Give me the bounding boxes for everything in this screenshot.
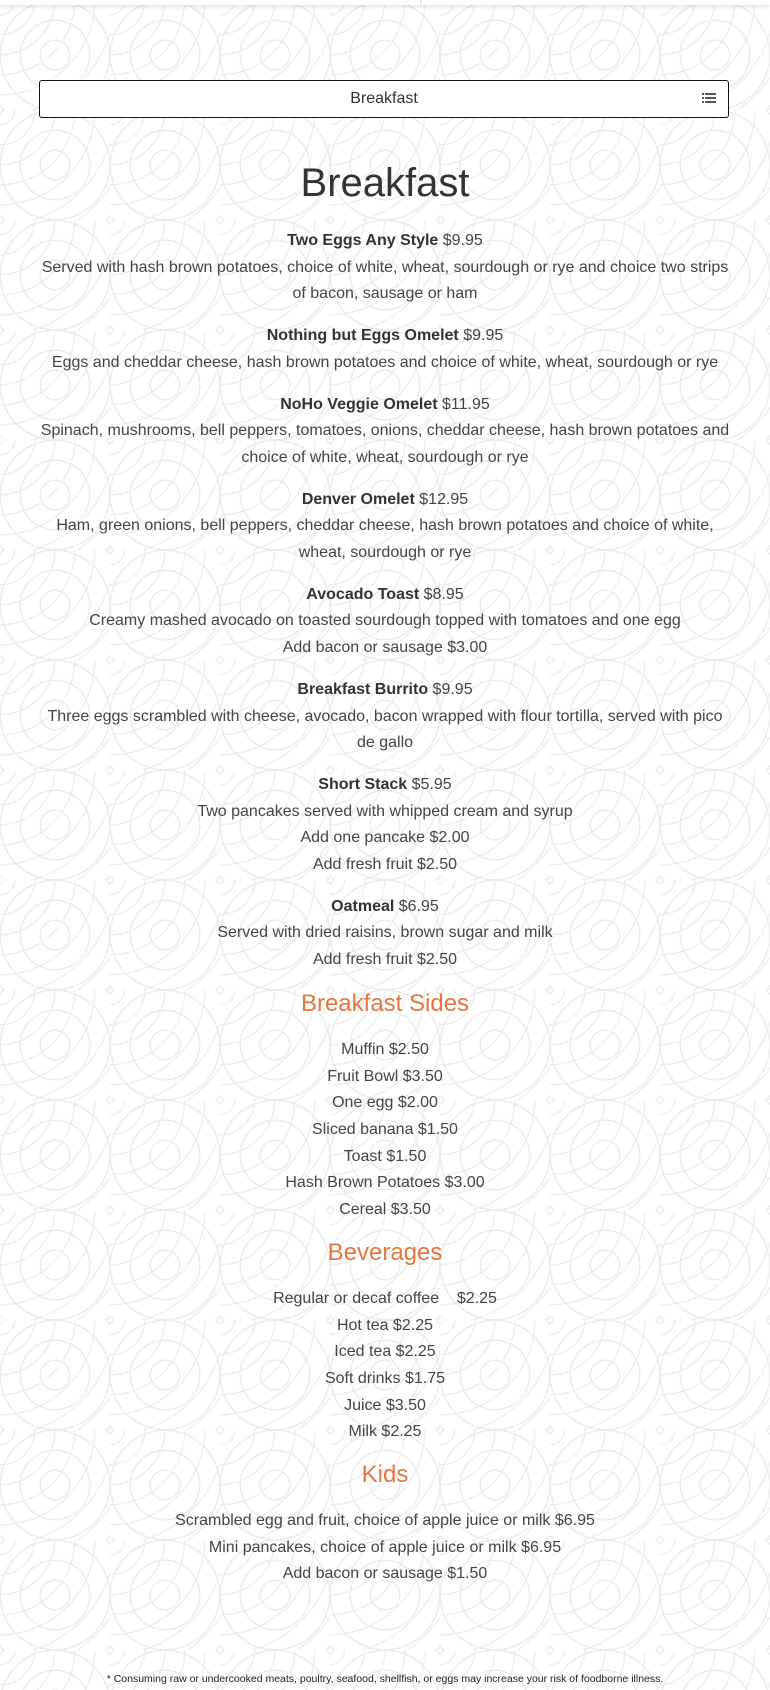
- list-item: Sliced banana $1.50: [312, 1120, 458, 1138]
- menu-sections: [39, 989, 731, 1588]
- item-name: Denver Omelet: [301, 490, 415, 508]
- item-title-line: [39, 392, 731, 419]
- list-item: Add bacon or sausage $1.50: [282, 1565, 488, 1583]
- item-name: Breakfast Burrito: [297, 680, 429, 698]
- item-description: Add one pancake $2.00: [300, 829, 470, 847]
- list-item: One egg $2.00: [332, 1094, 438, 1112]
- item-description: Creamy mashed avocado on toasted sourdough topped with tomatoes and one egg: [89, 612, 681, 630]
- item-price: $9.95: [432, 680, 473, 698]
- item-price: $11.95: [442, 395, 490, 413]
- menu-item: [39, 772, 731, 879]
- item-title-line: [39, 677, 731, 704]
- item-price: $5.95: [411, 775, 452, 793]
- menu-content: [39, 158, 731, 1602]
- select-value: Breakfast: [350, 90, 418, 107]
- item-description: Add fresh fruit $2.50: [312, 856, 458, 874]
- footer-disclaimer: * Consuming raw or undercooked meats, poultry, seafood, shellfish, or eggs may increase your risk of foodborne illness.: [106, 1673, 664, 1685]
- item-title-line: [39, 894, 731, 921]
- menu-item: [39, 228, 731, 308]
- list-item: Mini pancakes, choice of apple juice or milk $6.95: [208, 1538, 562, 1556]
- list-icon: [702, 93, 716, 105]
- item-title-line: [39, 228, 731, 255]
- item-name: Oatmeal: [331, 897, 395, 915]
- list-item: Cereal $3.50: [339, 1201, 431, 1219]
- item-price: $6.95: [398, 897, 439, 915]
- list-item: Muffin $2.50: [341, 1040, 429, 1058]
- list-item: Regular or decaf coffee $2.25: [273, 1289, 497, 1307]
- item-name: Short Stack: [318, 775, 408, 793]
- section-list: [39, 1508, 731, 1588]
- menu-item: [39, 894, 731, 974]
- item-title-line: [39, 487, 731, 514]
- list-item: Toast $1.50: [343, 1147, 427, 1165]
- menu-item: [39, 582, 731, 662]
- item-description: Served with hash brown potatoes, choice of white, wheat, sourdough or rye and choice two strips of bacon, sausage or ham: [41, 258, 729, 303]
- list-item: Hash Brown Potatoes $3.00: [285, 1174, 485, 1192]
- list-item: Iced tea $2.25: [334, 1343, 436, 1361]
- divider: [420, 0, 421, 5]
- list-item: Fruit Bowl $3.50: [327, 1067, 443, 1085]
- list-item: Hot tea $2.25: [336, 1316, 434, 1334]
- item-price: $8.95: [423, 585, 464, 603]
- list-item: Juice $3.50: [344, 1396, 426, 1414]
- menu-category-select[interactable]: [39, 80, 729, 118]
- section-heading: Kids: [361, 1461, 409, 1489]
- item-description: Served with dried raisins, brown sugar and milk: [217, 924, 553, 942]
- section-list: [39, 1286, 731, 1446]
- item-name: NoHo Veggie Omelet: [280, 395, 438, 413]
- item-description: Two pancakes served with whipped cream and syrup: [197, 802, 573, 820]
- list-item: Milk $2.25: [348, 1423, 422, 1441]
- item-name: Two Eggs Any Style: [287, 232, 439, 249]
- menu-item: [39, 487, 731, 567]
- item-price: $12.95: [419, 490, 469, 508]
- item-description: Add bacon or sausage $3.00: [282, 639, 488, 657]
- list-item: Soft drinks $1.75: [324, 1369, 446, 1387]
- item-description: Ham, green onions, bell peppers, cheddar cheese, hash brown potatoes and choice of white, wheat, sourdough or rye: [56, 517, 714, 562]
- breakfast-items: [39, 228, 731, 974]
- item-name: Nothing but Eggs Omelet: [266, 327, 459, 345]
- item-title-line: [39, 772, 731, 799]
- item-description: Three eggs scrambled with cheese, avocado, bacon wrapped with flour tortilla, served with pico de gallo: [47, 707, 723, 752]
- section-list: [39, 1037, 731, 1224]
- item-title-line: [39, 582, 731, 609]
- item-name: Avocado Toast: [306, 585, 420, 603]
- item-title-line: [39, 323, 731, 350]
- page-title: Breakfast: [300, 161, 470, 205]
- menu-item: [39, 392, 731, 472]
- menu-item: [39, 323, 731, 376]
- item-description: Spinach, mushrooms, bell peppers, tomatoes, onions, cheddar cheese, hash brown potatoes and choice of white, wheat, sourdough or rye: [40, 422, 730, 466]
- item-price: $9.95: [463, 327, 504, 345]
- item-price: $9.95: [442, 232, 483, 249]
- item-description: Eggs and cheddar cheese, hash brown potatoes and choice of white, wheat, sourdough or rye: [51, 353, 719, 371]
- top-bar: [0, 0, 770, 5]
- item-description: Add fresh fruit $2.50: [312, 951, 458, 969]
- list-item: Scrambled egg and fruit, choice of apple juice or milk $6.95: [175, 1512, 595, 1530]
- menu-item: [39, 677, 731, 757]
- section-heading: Beverages: [327, 1238, 443, 1266]
- section-heading: Breakfast Sides: [300, 989, 470, 1017]
